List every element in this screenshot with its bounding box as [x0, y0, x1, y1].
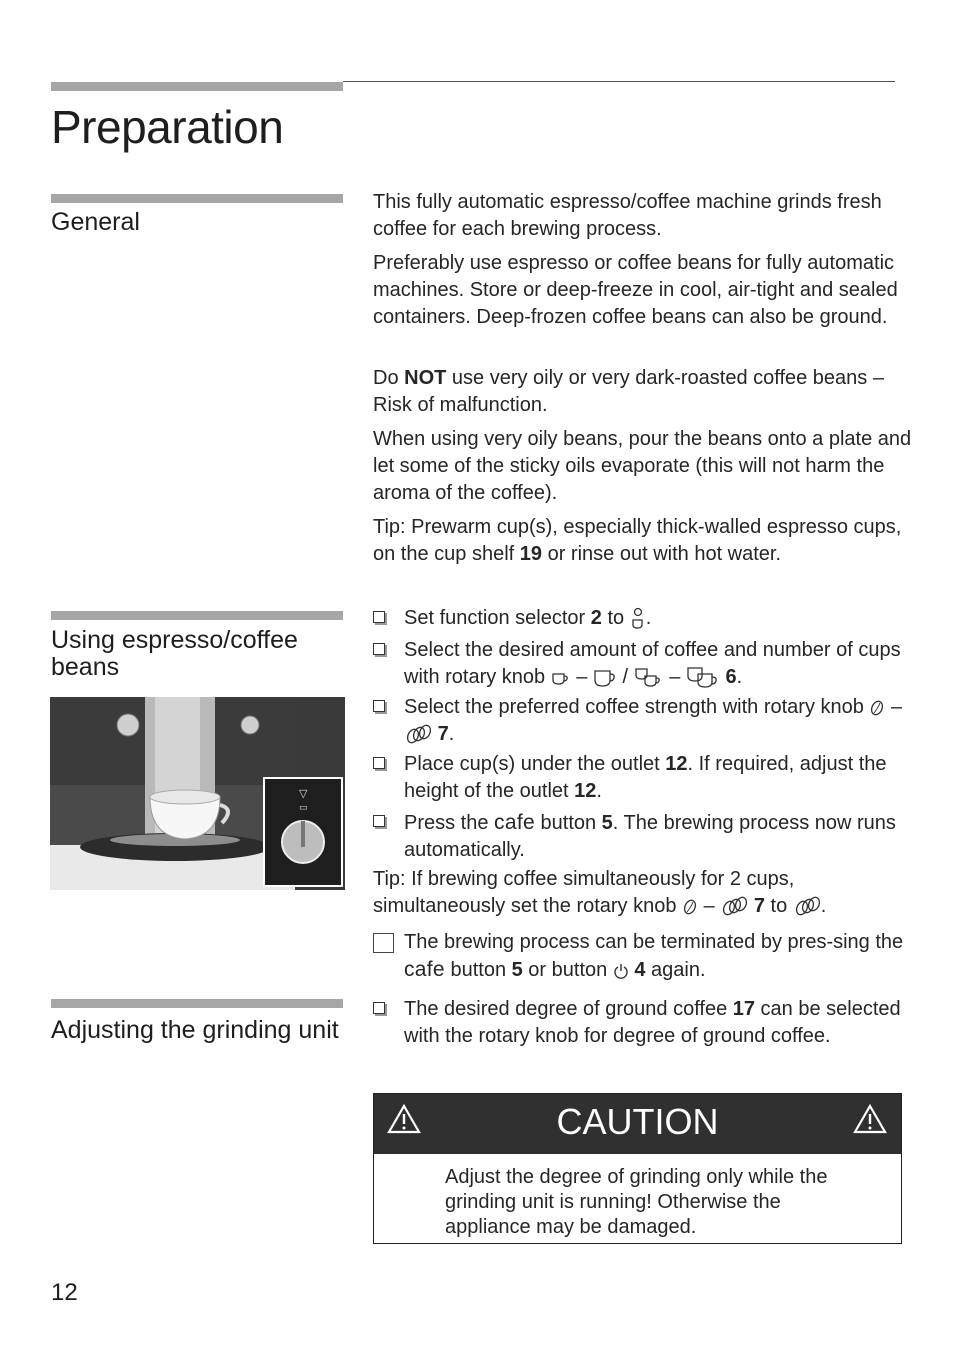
- note-box-icon: [373, 933, 394, 953]
- text: .: [736, 666, 743, 688]
- checkbox-bullet: [373, 815, 385, 827]
- svg-text:▽: ▽: [299, 787, 308, 800]
- checkbox-bullet: [373, 757, 385, 769]
- text: . If required, adjust the height of the outlet: [404, 753, 887, 802]
- text: Place cup(s) under the outlet: [404, 753, 666, 775]
- caution-box: [373, 1093, 902, 1244]
- step-press-cafe: [373, 809, 913, 864]
- ref-number: 6: [725, 666, 737, 688]
- mild-bean-icon: [682, 898, 698, 916]
- text: . The brewing process now runs automatically.: [404, 812, 896, 861]
- section-bar-general: [51, 194, 343, 203]
- text: .: [596, 780, 602, 802]
- cafe-button-label: cafe: [494, 811, 535, 834]
- strong-beans-icon: [793, 896, 821, 918]
- strong-beans-icon: [720, 896, 748, 918]
- step-select-strength: [373, 694, 913, 748]
- text: .: [448, 723, 455, 745]
- ref-number: 7: [437, 723, 449, 745]
- text: Prewarm cup(s), especially thick-walled espresso cups, on the cup shelf: [373, 516, 902, 565]
- text: button: [444, 959, 512, 981]
- section-bar-grinding: [51, 999, 343, 1008]
- ref-number: 12: [574, 780, 597, 802]
- text: button: [534, 812, 602, 834]
- step-set-function-selector: [373, 605, 913, 632]
- text: Select the preferred coffee strength with rotary knob: [404, 696, 870, 718]
- beans-tip: [373, 866, 913, 920]
- page-number: 12: [51, 1279, 78, 1306]
- warning-icon: [853, 1104, 887, 1134]
- text: to: [601, 607, 630, 629]
- ref-number: 19: [519, 543, 543, 565]
- general-paragraph-1: This fully automatic espresso/coffee machine grinds fresh coffee for each brewing process.: [373, 191, 882, 240]
- text: .: [645, 607, 652, 629]
- two-small-cups-icon: [634, 667, 664, 689]
- machine-photo: [50, 697, 345, 890]
- text: –: [663, 666, 686, 688]
- ref-number: 5: [511, 959, 523, 981]
- checkbox-bullet: [373, 611, 385, 623]
- mild-bean-icon: [869, 699, 885, 717]
- svg-text:▭: ▭: [299, 803, 308, 813]
- text: use very oily or very dark-roasted coffee beans – Risk of malfunction.: [373, 367, 884, 416]
- caution-title: CAUTION: [556, 1101, 719, 1142]
- beans-note: [373, 929, 913, 984]
- text: If brewing coffee simultaneously for 2 cups, simultaneously set the rotary knob: [373, 868, 795, 917]
- text: The brewing process can be terminated by pres-sing the: [404, 931, 904, 953]
- ref-number: 4: [634, 959, 646, 981]
- heading-grinding: Adjusting the grinding unit: [51, 1016, 339, 1044]
- step-place-cups: [373, 751, 913, 805]
- heading-beans: Using espresso/coffee beans: [51, 626, 298, 681]
- text: –: [885, 696, 903, 718]
- step-select-amount: [373, 637, 913, 691]
- caution-text: Adjust the degree of grinding only while the grinding unit is running! Otherwise the appliance may be damaged.: [445, 1166, 828, 1238]
- ref-number: 7: [753, 895, 765, 917]
- text: Do: [373, 367, 405, 389]
- ref-number: 12: [665, 753, 688, 775]
- text: Select the desired amount of coffee and number of cups with rotary knob: [404, 639, 901, 688]
- ref-number: 2: [590, 607, 602, 629]
- text: or button: [522, 959, 613, 981]
- text: The desired degree of ground coffee: [404, 998, 733, 1020]
- text: –: [698, 895, 721, 917]
- page-title: Preparation: [51, 101, 284, 153]
- text: /: [616, 666, 634, 688]
- checkbox-bullet: [373, 643, 385, 655]
- small-cup-icon: [551, 670, 571, 686]
- title-rule: [343, 81, 895, 82]
- cup-function-icon: [630, 607, 646, 631]
- general-tip: [373, 514, 913, 568]
- emphasis: NOT: [404, 367, 447, 389]
- caution-header: [374, 1094, 901, 1154]
- ref-number: 5: [601, 812, 613, 834]
- cafe-button-label: cafe: [404, 958, 445, 981]
- heading-general: General: [51, 208, 140, 236]
- general-paragraph-3: [373, 365, 913, 419]
- step-grinding-degree: [373, 996, 913, 1050]
- power-icon: [613, 962, 629, 980]
- text: Press the: [404, 812, 495, 834]
- text: can be selected with the rotary knob for degree of ground coffee.: [404, 998, 901, 1047]
- text: .: [820, 895, 827, 917]
- checkbox-bullet: [373, 700, 385, 712]
- general-paragraph-4: When using very oily beans, pour the beans onto a plate and let some of the sticky oils evaporate (this will not harm the aroma of the coffee).: [373, 428, 912, 504]
- text: –: [570, 666, 593, 688]
- text: again.: [645, 959, 706, 981]
- text: or rinse out with hot water.: [542, 543, 782, 565]
- section-bar-beans: [51, 611, 343, 620]
- tip-label: Tip:: [373, 868, 406, 890]
- strong-beans-icon: [404, 724, 432, 746]
- two-large-cups-icon: [686, 666, 720, 690]
- general-paragraph-2: Preferably use espresso or coffee beans for fully automatic machines. Store or deep-freeze in cool, air-tight and sealed containers. Deep-frozen coffee beans can also be ground.: [373, 252, 898, 328]
- tip-label: Tip:: [373, 516, 406, 538]
- checkbox-bullet: [373, 1002, 385, 1014]
- large-cup-icon: [593, 668, 617, 688]
- text: to: [764, 895, 793, 917]
- text: Set function selector: [404, 607, 591, 629]
- ref-number: 17: [732, 998, 755, 1020]
- title-bar: [51, 82, 343, 91]
